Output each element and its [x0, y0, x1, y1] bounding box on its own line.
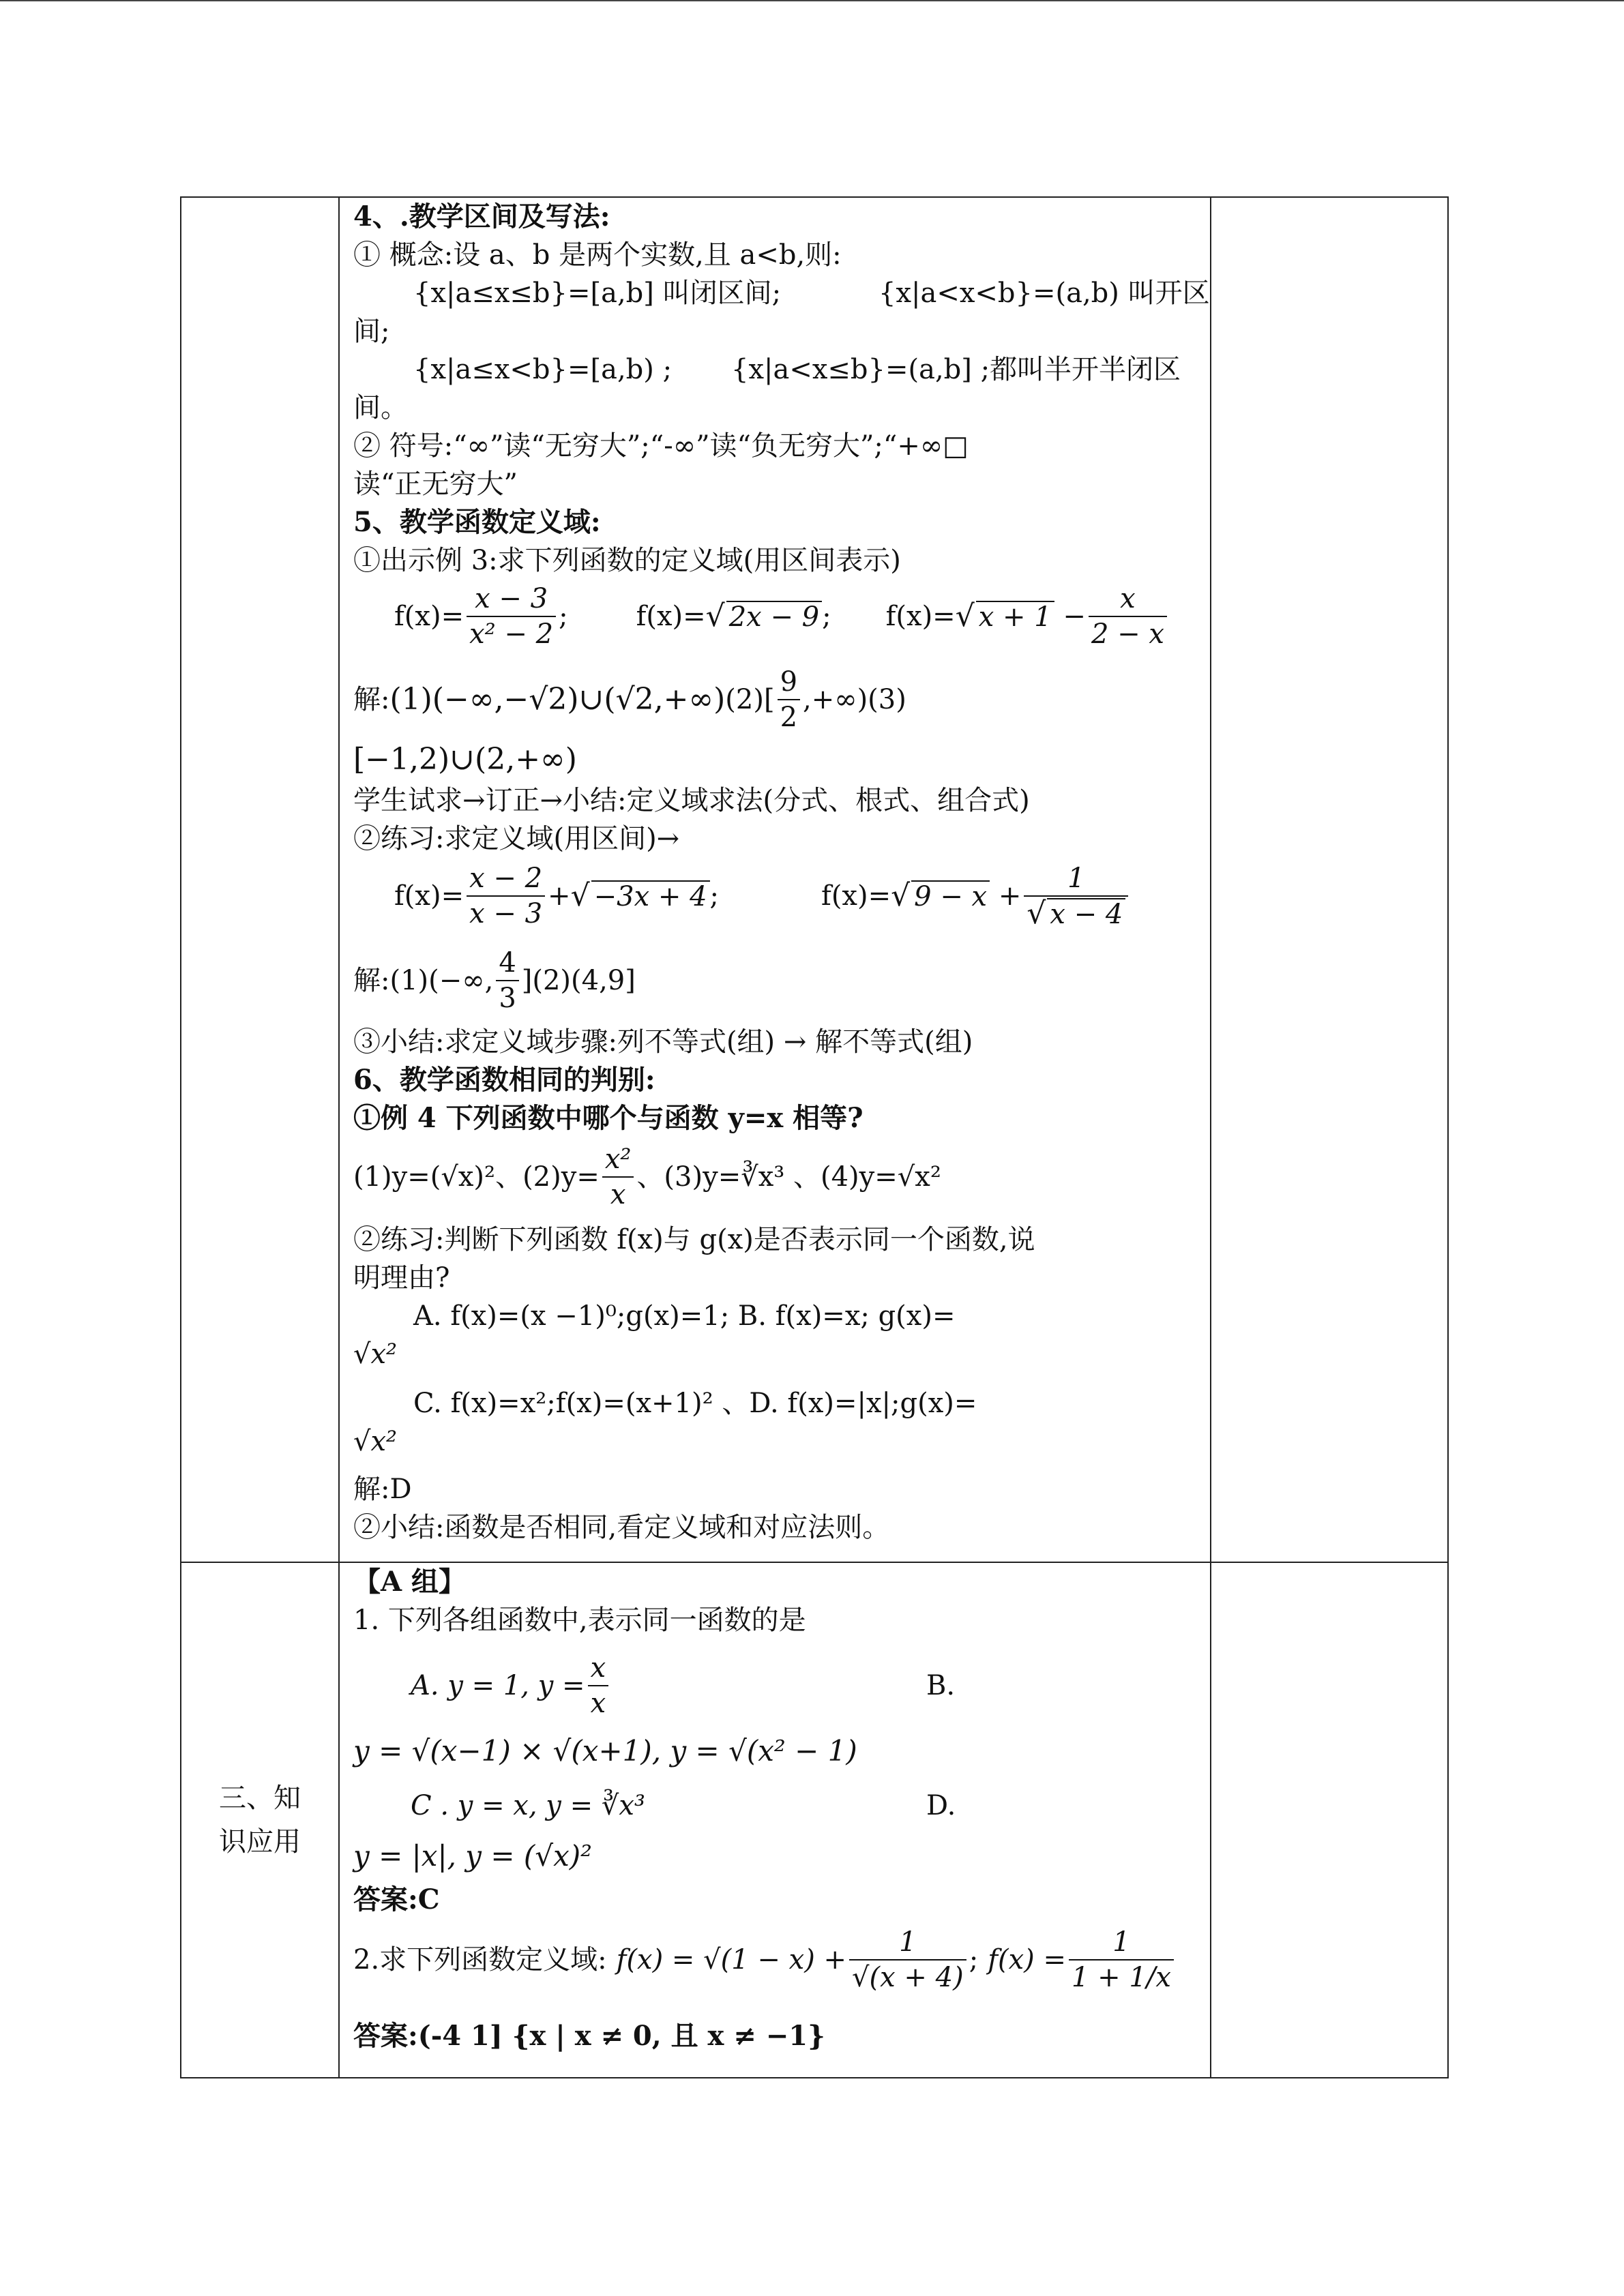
option-d-expression: y = |x|, y = (√x)² [353, 1839, 592, 1873]
summary: ②小结:函数是否相同,看定义域和对应法则。 [353, 1512, 890, 1543]
denominator: √(x + 4) [852, 1962, 964, 1993]
option-b-expression: y = √(x−1) × √(x+1), y = √(x² − 1) [353, 1734, 857, 1768]
question-1: 1. 下列各组函数中,表示同一函数的是 [353, 1605, 806, 1636]
denominator: x [610, 1179, 626, 1210]
option-c-d: C. f(x)=x²;f(x)=(x+1)² 、D. f(x)=|x|;g(x)= [413, 1388, 977, 1419]
denominator: x − 3 [469, 898, 543, 929]
example3-functions: f(x)= $\frac{x - 3}{\text{x² − 2}}$ ; f(x)= √ 2x − 9 ; f(x)= √ x + 1 − $\frac{x}{2 - x}$ [394, 580, 1170, 653]
fraction [1069, 1925, 1174, 1995]
lesson-plan-table [180, 196, 1449, 2078]
denominator: x [590, 1688, 606, 1719]
function-1: f(x) = √(1 − x) + [616, 1944, 847, 1976]
row1-notes-cell [1211, 197, 1448, 1562]
denominator: 2 − x [1091, 618, 1164, 650]
solution-part2: (2)[ [725, 684, 775, 715]
section6-title: 6、教学函数相同的判别: [353, 1064, 655, 1096]
solution-part2: ](2)(4,9] [521, 965, 636, 996]
answer-1: 答案:C [353, 1883, 440, 1915]
function-2: f(x) = [988, 1944, 1066, 1976]
radicand: −3x + 4 [591, 880, 710, 912]
symbol-line-2: 读“正无穷大” [353, 468, 518, 500]
option-a-b: A. f(x)=(x −1)⁰;g(x)=1; B. f(x)=x; g(x)= [413, 1300, 956, 1332]
fraction: $\frac{1}{√ x - 4}$ [1024, 861, 1128, 931]
stage-label-text: 三、知识应用 [219, 1783, 301, 1858]
radicand: 9 − x [911, 880, 990, 912]
table-row [181, 1562, 1448, 2078]
example4: ①例 4 下列函数中哪个与函数 y=x 相等? [353, 1102, 863, 1134]
group-title: 【A 组】 [353, 1566, 466, 1598]
closed-interval: {x|a≤x≤b}=[a,b] 叫闭区间; [413, 278, 782, 309]
numerator: 4 [496, 946, 518, 981]
question-1-option-b: B. [926, 1670, 956, 1701]
denominator: 3 [499, 983, 516, 1014]
answer: 解:D [353, 1474, 412, 1505]
half-interval-1: {x|a≤x<b}=[a,b) ; [413, 354, 673, 385]
row1-content-cell [339, 197, 1211, 1562]
solution-label: 解: [353, 965, 390, 996]
half-interval-2: {x|a<x≤b}=(a,b] ;都叫半开半闭区 [731, 354, 1181, 385]
separator: ; [709, 880, 720, 912]
fx-label: f(x)= [885, 601, 956, 632]
numerator: 1 [849, 1925, 966, 1960]
solution-part2-end: ,+∞) [803, 684, 868, 715]
fraction [467, 861, 545, 931]
fx-label: f(x)= [821, 880, 891, 912]
option-3-4: 、(3)y=∛x³ 、(4)y=√x² [636, 1161, 941, 1193]
solving-steps: 学生试求→订正→小结:定义域求法(分式、根式、组合式) [353, 785, 1030, 816]
fx-label: f(x)= [636, 601, 706, 632]
question-1-option-d: D. [926, 1790, 956, 1821]
practice-line: ②练习:求定义域(用区间)→ [353, 823, 680, 854]
fx-label: f(x)= [394, 601, 464, 632]
solution-part3-value: [−1,2)∪(2,+∞) [353, 742, 577, 777]
radicand: 2x − 9 [726, 601, 822, 632]
numerator: 9 [778, 665, 800, 700]
section5-title: 5、教学函数定义域: [353, 506, 601, 538]
open-interval: {x|a<x<b}=(a,b) 叫开区 [879, 278, 1210, 309]
question-2: 2.求下列函数定义域: f(x) = √(1 − x) + $\frac{1}{√(x + 4)}$ ; f(x) = $\frac{1}{1 + 1/x}$ [353, 1922, 1177, 1998]
solution-part1: (1)(−∞, [389, 965, 494, 996]
practice-line: ②练习:判断下列函数 f(x)与 g(x)是否表示同一个函数,说 [353, 1224, 1035, 1255]
practice-functions: f(x)= $\frac{x - 2}{x - 3}$ + √ −3x + 4 ; f(x)= √ 9 − x + $\frac{1}{√ x - 4}$ [394, 858, 1131, 934]
sqrt-x2: √x² [353, 1426, 398, 1457]
question-1-option-a [411, 1648, 611, 1724]
numerator: x − 2 [467, 861, 545, 897]
section4-title: 4、.教学区间及写法: [353, 200, 610, 233]
example4-options [353, 1139, 941, 1215]
question-1-option-c: C . y = x, y = ∛x³ [411, 1790, 645, 1821]
separator: ; [822, 601, 831, 632]
row1-stage-cell [181, 197, 339, 1562]
practice-solution [353, 942, 636, 1019]
fx-label: f(x)= [394, 880, 464, 912]
radicand: x − 4 [1047, 898, 1125, 929]
numerator: x² [602, 1142, 634, 1178]
fraction [1089, 582, 1167, 651]
example3: ①出示例 3:求下列函数的定义域(用区间表示) [353, 545, 901, 576]
fraction [778, 665, 800, 734]
fraction [467, 582, 556, 651]
sqrt-x2: √x² [353, 1339, 398, 1370]
fraction [496, 946, 518, 1015]
stage-label [181, 1562, 339, 2078]
summary-steps: ③小结:求定义域步骤:列不等式(组) → 解不等式(组) [353, 1026, 973, 1058]
solution-part3: (3) [868, 684, 906, 715]
question-2-text: 2.求下列函数定义域: [353, 1944, 607, 1976]
denominator: 2 [780, 702, 798, 733]
table-row [181, 197, 1448, 1562]
separator: ; [559, 601, 568, 632]
fraction [849, 1925, 966, 1995]
option-1-2: (1)y=(√x)²、(2)y= [353, 1161, 600, 1193]
symbol-line: ② 符号:“∞”读“无穷大”;“-∞”读“负无穷大”;“+∞□ [353, 430, 969, 462]
page-top-border [0, 0, 1624, 1]
numerator: x [1089, 582, 1167, 617]
numerator: 1 [1024, 861, 1128, 897]
concept-line: ① 概念:设 a、b 是两个实数,且 a<b,则: [353, 239, 842, 271]
fraction [588, 1651, 609, 1720]
example3-solution [353, 661, 906, 738]
numerator: x [588, 1651, 609, 1686]
text-wrap: 间; [353, 316, 390, 347]
denominator: x² − 2 [469, 618, 554, 650]
radicand: x + 1 [976, 601, 1054, 632]
row2-notes-cell [1211, 1562, 1448, 2078]
text-wrap: 间。 [353, 392, 408, 423]
solution-part1: (1)(−∞,−√2)∪(√2,+∞) [389, 682, 726, 717]
numerator: 1 [1069, 1925, 1174, 1960]
practice-line-2: 明理由? [353, 1262, 450, 1294]
numerator: x − 3 [467, 582, 556, 617]
fraction [602, 1142, 634, 1212]
answer-2: 答案:(-4 1] {x | x ≠ 0, 且 x ≠ −1} [353, 2020, 825, 2052]
option-a: A. y = 1, y = [411, 1670, 585, 1701]
denominator: 1 + 1/x [1072, 1962, 1171, 1993]
row2-content-cell [339, 1562, 1211, 2078]
solution-label: 解: [353, 684, 390, 715]
